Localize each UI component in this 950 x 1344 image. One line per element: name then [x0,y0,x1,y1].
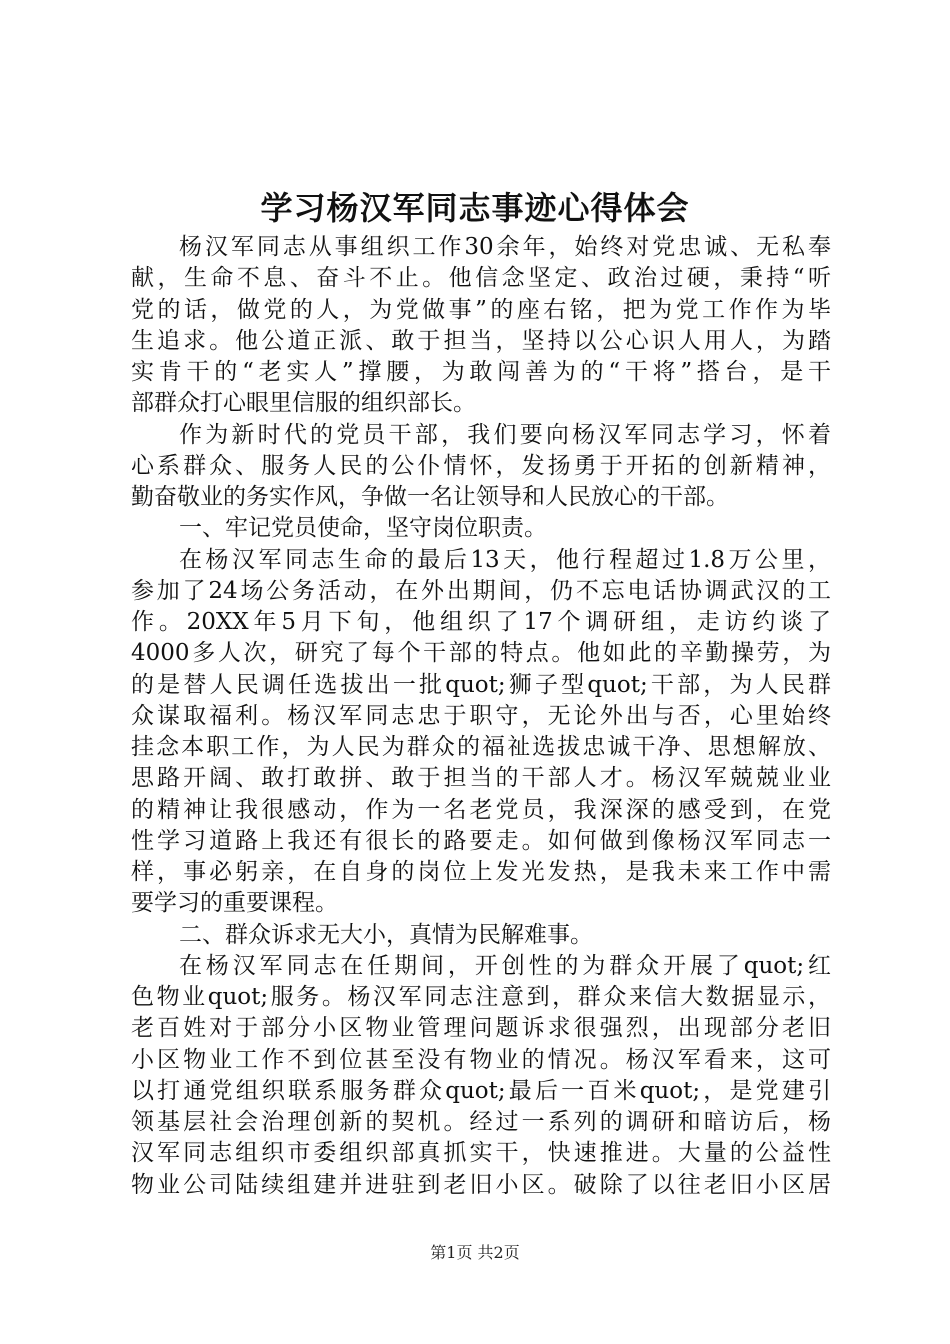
paragraph-line: 众谋取福利。杨汉军同志忠于职守，无论外出与否，心里始终 [131,702,831,729]
paragraph-line: 作。20XX年5月下旬，他组织了17个调研组，走访约谈了 [131,609,831,635]
paragraph-line: 作为新时代的党员干部，我们要向杨汉军同志学习，怀着 [179,421,831,448]
paragraph-line: 色物业quot;服务。杨汉军同志注意到，群众来信大数据显示， [131,984,831,1010]
paragraph-line: 物业公司陆续组建并进驻到老旧小区。破除了以往老旧小区居 [131,1171,831,1198]
paragraph-line: 领基层社会治理创新的契机。经过一系列的调研和暗访后，杨 [131,1109,831,1135]
page-number: 第1页 共2页 [430,1243,520,1262]
paragraph-line: 在杨汉军同志生命的最后13天，他行程超过1.8万公里， [179,546,831,573]
paragraph-line: 献，生命不息、奋斗不止。他信念坚定、政治过硬，秉持“听 [131,265,831,292]
paragraph-line: 要学习的重要课程。 [131,890,338,917]
paragraph-line: 参加了24场公务活动，在外出期间，仍不忘电话协调武汉的工 [131,577,831,604]
document-body [131,232,831,1201]
paragraph-line: 的是替人民调任选拔出一批quot;狮子型quot;干部，为人民群 [131,671,831,698]
paragraph-line: 老百姓对于部分小区物业管理问题诉求很强烈，出现部分老旧 [131,1015,831,1042]
paragraph-line: 样，事必躬亲，在自身的岗位上发光发热，是我未来工作中需 [131,859,831,885]
section-heading: 一、牢记党员使命，坚守岗位职责。 [179,515,547,542]
document-title: 学习杨汉军同志事迹心得体会 [260,189,690,227]
paragraph-line: 挂念本职工作，为人民为群众的福祉选拔忠诚干净、思想解放、 [131,734,831,760]
paragraph-line: 杨汉军同志从事组织工作30余年，始终对党忠诚、无私奉 [179,234,831,260]
paragraph-line: 实肯干的“老实人”撑腰，为敢闯善为的“干将”搭台，是干 [131,359,831,385]
section-heading: 二、群众诉求无大小，真情为民解难事。 [179,921,593,948]
paragraph-line: 汉军同志组织市委组织部真抓实干，快速推进。大量的公益性 [131,1140,831,1167]
paragraph-line: 性学习道路上我还有很长的路要走。如何做到像杨汉军同志一 [131,827,831,854]
paragraph-line: 思路开阔、敢打敢拼、敢于担当的干部人才。杨汉军兢兢业业 [131,765,831,792]
paragraph-line: 部群众打心眼里信服的组织部长。 [131,390,476,417]
paragraph-line: 4000多人次，研究了每个干部的特点。他如此的辛勤操劳，为 [131,640,831,667]
paragraph-line: 以打通党组织联系服务群众quot;最后一百米quot;，是党建引 [131,1077,831,1104]
paragraph-line: 勤奋敬业的务实作风，争做一名让领导和人民放心的干部。 [131,484,729,510]
paragraph-line: 生追求。他公道正派、敢于担当，坚持以公心识人用人，为踏 [131,327,831,354]
paragraph-line: 心系群众、服务人民的公仆情怀，发扬勇于开拓的创新精神， [131,452,831,479]
paragraph-line: 小区物业工作不到位甚至没有物业的情况。杨汉军看来，这可 [131,1046,831,1073]
paragraph-line: 党的话，做党的人，为党做事”的座右铭，把为党工作作为毕 [131,296,831,323]
paragraph-line: 的精神让我很感动，作为一名老党员，我深深的感受到，在党 [131,796,831,823]
paragraph-line: 在杨汉军同志在任期间，开创性的为群众开展了quot;红 [179,952,831,979]
